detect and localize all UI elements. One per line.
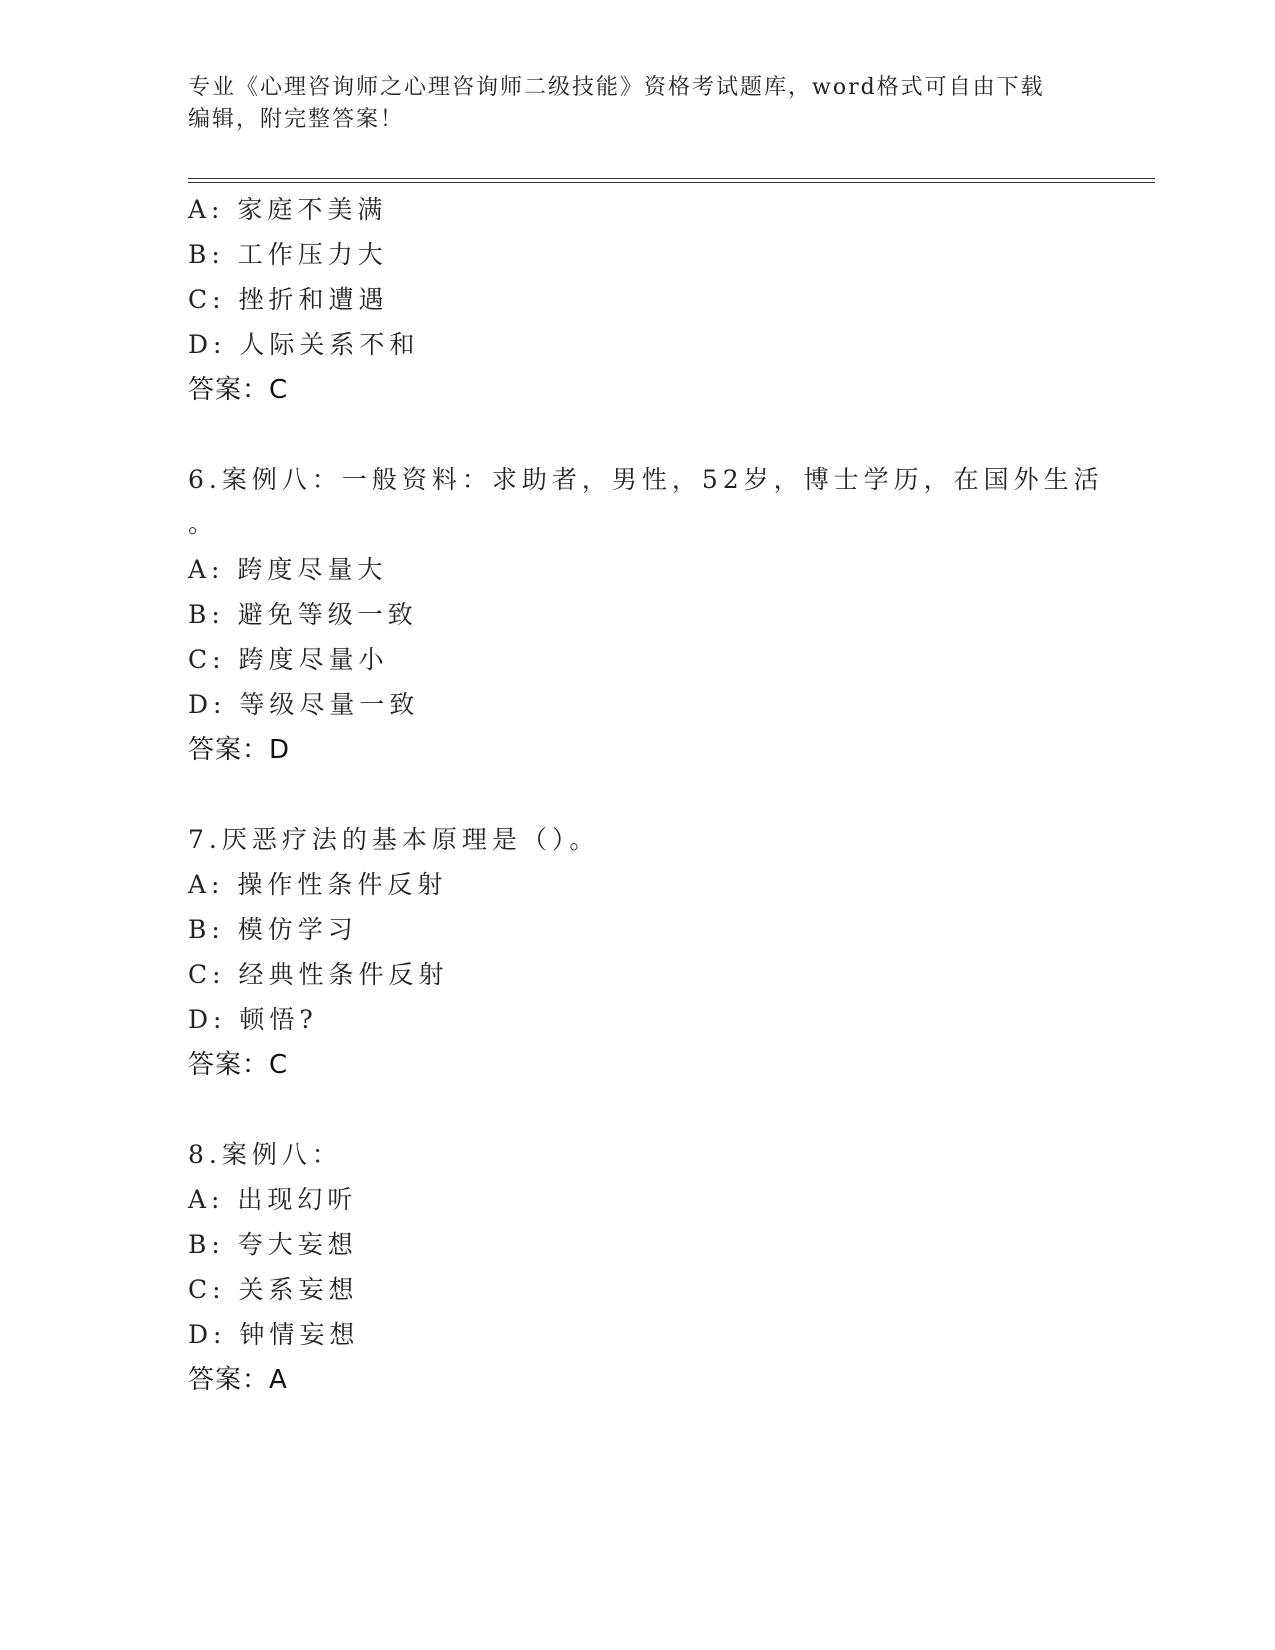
q5-option-c: C: 挫折和遭遇 xyxy=(188,285,389,314)
q8-option-b: B: 夸大妄想 xyxy=(188,1230,358,1259)
q6-option-c: C: 跨度尽量小 xyxy=(188,645,389,674)
q6-answer: 答案：D xyxy=(188,735,291,765)
q7-option-a: A: 操作性条件反射 xyxy=(188,870,448,899)
q6-option-b: B: 避免等级一致 xyxy=(188,600,418,629)
q8-answer: 答案：A xyxy=(188,1365,288,1395)
q7-option-b: B: 模仿学习 xyxy=(188,915,358,944)
q8-option-d: D: 钟情妄想 xyxy=(188,1320,360,1349)
q6-option-a: A: 跨度尽量大 xyxy=(188,555,388,584)
q8-option-a: A: 出现幻听 xyxy=(188,1185,358,1214)
q7-option-d: D: 顿悟? xyxy=(188,1005,318,1034)
q8-stem: 8.案例八： xyxy=(188,1140,342,1169)
q5-option-b: B: 工作压力大 xyxy=(188,240,388,269)
q6-stem-continuation: 。 xyxy=(188,509,219,538)
q7-option-c: C: 经典性条件反射 xyxy=(188,960,449,989)
header-divider-bottom xyxy=(188,182,1155,183)
q7-stem: 7.厌恶疗法的基本原理是（）。 xyxy=(188,825,600,854)
header-line-2: 编辑，附完整答案！ xyxy=(188,107,405,132)
header-line-1: 专业《心理咨询师之心理咨询师二级技能》资格考试题库，word格式可自由下载 xyxy=(188,75,1045,100)
q8-option-c: C: 关系妄想 xyxy=(188,1275,359,1304)
document-header xyxy=(188,72,1068,136)
q7-answer: 答案：C xyxy=(188,1050,289,1080)
q6-stem: 6.案例八：一般资料：求助者，男性，52岁，博士学历，在国外生活 xyxy=(188,465,1104,494)
q5-option-a: A: 家庭不美满 xyxy=(188,195,388,224)
q5-option-d: D: 人际关系不和 xyxy=(188,330,420,359)
q5-answer: 答案：C xyxy=(188,375,289,405)
q6-option-d: D: 等级尽量一致 xyxy=(188,690,420,719)
header-divider-top xyxy=(188,178,1155,179)
